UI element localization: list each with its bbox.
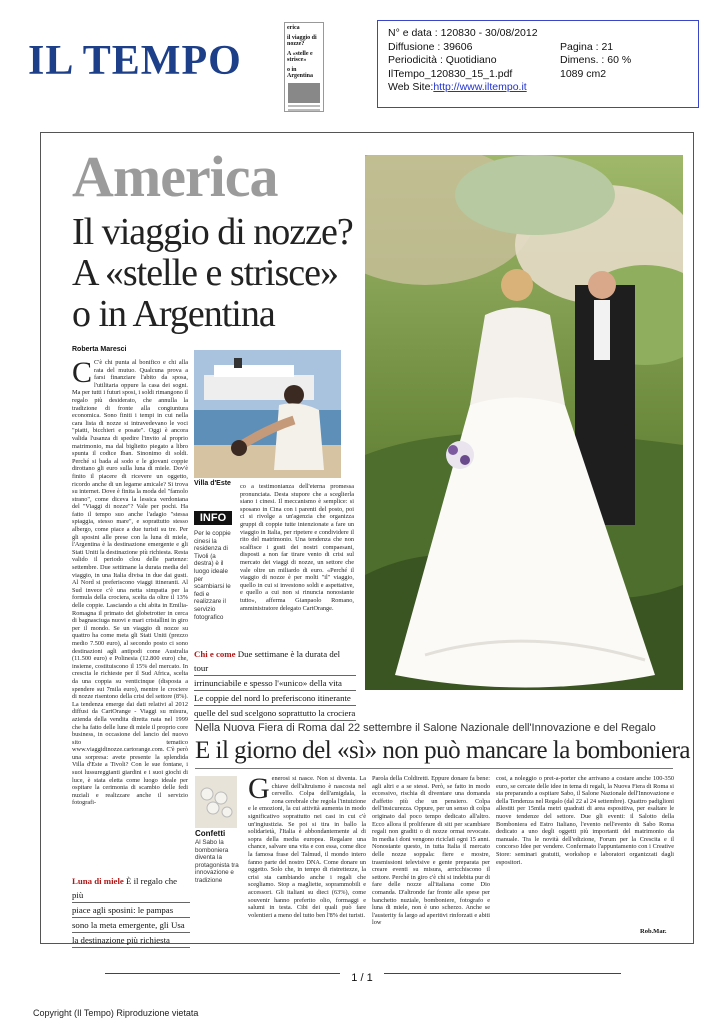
title-line-2: A «stelle e strisce» — [72, 252, 338, 294]
wedding-photo — [365, 155, 683, 690]
confetti-photo — [195, 776, 237, 828]
diffusione-label: Diffusione : 39606 — [388, 40, 473, 53]
sidebar-line-4: quelle del sud scelgono soprattutto la crociera — [194, 706, 356, 721]
date-label: N° e data : 120830 - 30/08/2012 — [388, 27, 538, 39]
sidebar-line-1: Chi e come Due settimane è la durata del tour — [194, 647, 356, 676]
sidebar-quote — [194, 647, 356, 721]
size-label: 1089 cm2 — [560, 67, 607, 80]
small-photo-caption-text: Per le coppie cinesi la residenza di Tivoli (a destra) è il luogo ideale per scambiarsi le fedi e realizzare il servizio fotografico — [194, 530, 231, 621]
periodicita-label: Periodicità : Quotidiano — [388, 54, 497, 66]
page-number: 1 / 1 — [340, 972, 384, 984]
sub-article-column-2: Parola della Coldiretti. Eppure donare fa bene: agli altri e a se stessi. Però, se fatto in modo eccessivo, rischia di diventare una domanda d'affetto più che un pensiero. Colpa dell'insicurezza. Oppure, per un senso di colpa originato dal poco tempo dedicato all'altro. Ecco allora il proliferare di siti per scambiare regali non graditi o di nozze ormai revocate. In media i doni vengono riciclati ogni 15 anni. Nonostante questo, in tutta Italia il mercato delle nozze soppala: fiere e mostre, trasmissioni televisive e gente preparata per creare eventi su misura, arricchiscono il settore. Perché in giro c'è chi si indebita pur di fare delle nozze all'italiana come Dio comanda. D'altronde far fronte alle spese per banchetto nuziale, bomboniere, fotografo e luna di miele, non è uno scherzo. Anche se l'austerity fa largo ad aperitivi rinforzati e abiti low — [372, 775, 490, 927]
sidebar-line-2: irrinunciabile e spesso l'«unico» della vita — [194, 676, 356, 691]
sub-dropcap: G — [248, 775, 270, 805]
sub-article-column-3: cost, a noleggio o pret-a-porter che arrivano a costare anche 100-350 euro, se cercate delle idee in tema di regali, la Nuova Fiera di Roma si sta preparando a ospitare Sabo, il Salone Nazionale dell'Innovazione e della Tendenza nel Regalo (dal 22 al 24 settembre). Quattro padiglioni allestiti per 15mila metri quadrati di area espositiva, per esaltare le nuove tendenze del settore. Due gli eventi: il Salotto della Bomboniera ed Estro Italiano, l'evento nell'evento di Sabo Roma dedicato a uno degli oggetti più importanti del matrimonio da manuale. Tra le novità dell'edizione, Forum per la Crescita e il concorso Idee per vendere. Confermato l'appuntamento con i Creative Store: seminari gratuiti, workshop e laboratori organizzati dagli espositori. — [496, 775, 674, 866]
villa-deste-photo — [194, 350, 341, 478]
sub-article-kicker: Nella Nuova Fiera di Roma dal 22 settembre il Salone Nazionale dell'Innovazione e del Regalo — [195, 722, 656, 734]
sub-article-signature: Rob.Mar. — [640, 928, 667, 935]
dropcap: C — [72, 359, 93, 389]
thumbnail-image — [288, 83, 320, 103]
bottom-sidebar-quote — [72, 874, 190, 948]
thumbnail-text-2: il viaggio di nozze? — [287, 35, 317, 47]
thumbnail-text-3: A «stelle e strisce» — [287, 51, 313, 63]
article-kicker: America — [72, 144, 278, 209]
small-photo-caption — [194, 480, 236, 487]
sub-article-column-1 — [248, 775, 366, 937]
dimens-label: Dimens. : 60 % — [560, 54, 632, 66]
small-photo-caption-spacer — [194, 488, 234, 510]
confetti-caption: Al Sabo la bomboniera diventa la protagonista tra innovazione e tradizione — [195, 839, 239, 884]
confetti-caption-title: Confetti — [195, 829, 226, 838]
page-thumbnail — [284, 22, 324, 112]
article-column-2: co a testimonianza dell'eterna promessa pronunciata. Desta stupore che a sceglierla siano i cinesi. Il meccanismo è semplice: si sposano in Cina con i parenti del posto, poi ci si rivolge a un'agenzia che organizza gruppi di coppie tutte intenzionate a fare un viaggio in Italia, per ripetere e condividere il rito del matrimonio. Una tendenza che non scalfisce i gusti dei nostri compaesani, disposti a non far tirare vento di crisi sul mercato dei viaggi di nozze, un settore che vale oltre un miliardo di euro. «Perché il viaggio di nozze è per molti "il" viaggio, quello in cui si investono soldi e aspettative, e quello a cui non si rinuncia nonostante tutto», afferma Gianpaolo Romano, amministratore delegato CartOrange. — [240, 483, 354, 612]
metadata-box — [377, 20, 699, 108]
info-badge: INFO — [194, 511, 232, 525]
article-column-1 — [72, 359, 188, 837]
bottom-sidebar-line-3: sono la meta emergente, gli Usa — [72, 918, 190, 933]
sidebar-line-3: Le coppie del nord lo preferiscono itinerante — [194, 691, 356, 706]
bottom-sidebar-line-1: Luna di miele È il regalo che più — [72, 874, 190, 903]
article-title — [72, 212, 372, 335]
website-link[interactable]: http://www.iltempo.it — [433, 81, 527, 93]
sub-article-title: E il giorno del «sì» non può mancare la bomboniera — [195, 737, 691, 764]
title-line-3: o in Argentina — [72, 293, 275, 335]
pagina-label: Pagina : 21 — [560, 40, 614, 53]
file-label: IlTempo_120830_15_1.pdf — [388, 67, 513, 80]
bottom-sidebar-line-2: piace agli sposini: le pampas — [72, 903, 190, 918]
website-label: Web Site: — [388, 81, 434, 93]
small-photo-caption-title: Villa d'Este — [194, 480, 231, 487]
copyright-notice: Copyright (Il Tempo) Riproduzione vietata — [33, 1008, 199, 1018]
thumbnail-text-4: o in Argentina — [287, 67, 313, 79]
byline: Roberta Maresci — [72, 346, 127, 353]
article-column-1-text: C'è chi punta al bonifico e chi alla rata del mutuo. Qualcuna prova a farsi finanziare l'abito da sposa, l'utilitaria oppure la casa dei sogni. Ma per tutti i futuri sposi, i soldi rimangono il regalo più desiderato, che annulla la tradizione di fronte alla congiuntura economica. Sono finiti i tempi in cui nella cara lista di nozze si intravedevano le voci "piatti, bicchieri e posate". Oggi è ancora valida l'usanza di spedire l'invito al proprio matrimonio, ma dal biglietto piegato a libro spunta il codice Iban. Sinonimo di soldi. Perché si bada al sodo e le giovani coppie dirottano gli euro sulla luna di miele. Dov'è finito il piacere di ricevere un oggetto, ricordo anche di un legame amicale? Si trova su internet. Dove è finita la moda del "famolo strano", come diceva la lessica verdoniana del "Viaggi di nozze"? Vale per pochi. Ha fatto il tempo suo anche l'adagio "stessa spiaggia, stesso mare", e soprattutto stesso albergo, come piace a due turisti su tre. Per gli sposini alle prese con la luna di miele, l'Argentina è la destinazione emergente e gli Stati Uniti la destinazione più richiesta. Resta valido il periodo clou delle partenze: settembre. Due settimane la durata media del viaggio, in una Italia divisa in due dai gusti. Al Nord si preferiscono viaggi itineranti. Al Sud invece c'è una netta simpatia per la formula della crociera, scelta da oltre il 13% delle coppie. Lasciando a chi abita in Emilia-Romagna il primato dei globetrotter in cerca di bagnasciuga nuovi e mari cristallini in giro per il mondo. Se un viaggio di nozze su quattro ha come meta gli Stati Uniti (prezzo medio 7.500 euro), al secondo posto ci sono destinazioni agli antipodi come Australia (11.500 euro) e Polinesia (12.800 euro) che, insieme, costituiscono il 15% del mercato. In crescita le richieste per il Sud Africa, scelta da una coppia su venticinque (disposta a spendere sui 7mila euro), mentre le crociere di nozze risentono della crisi del settore (8%). La tendenza emerge dai dati relativi al 2012 diffusi da CartOrange - Viaggi su misura, azienda della vendita diretta nata nel 1999 che ha fatto delle lune di miele il proprio core business, in occasione del lancio del nuovo sito tematico www.viaggidinozze.cartorange.com. C'è però una sorpresa: avete presente la splendida Villa d'Este a Tivoli? Con le sue fontane, i suoi lussureggianti giardini e i suoi giochi di luce, è stata eletta come luogo ideale per ospitare la cerimonia di scambio delle fedi nuziali e realizzare anche il servizio fotografi- — [72, 359, 188, 807]
thumbnail-text-1: erica — [287, 25, 300, 31]
bottom-sidebar-line-4: la destinazione più richiesta — [72, 933, 190, 948]
sub-article-column-1-text: enerosi si nasce. Non si diventa. La chiave dell'altruismo è nascosta nel cervello. Colpa dell'amigdala, la zona cerebrale che regola l'intuizione e le emozioni, la cui attività aumenta in modo significativo soprattutto nei casi in cui c'è un'ingiustizia. Se poi si tira in ballo la solidarietà, l'Italia è abbondantemente al di sopra della media europea. Regalare una chance, salvare una vita e con essa, come dice la famosa frase del Talmud, il mondo intero fanno parte del nostro DNA. Come donare un oggetto. Solo che, in tempo di ristrettezze, la crisi sta cambiando anche i regali che scegliamo. Stop a magliette, soprammobili e accessori. Gli italiani su dieci (63%), come souvenir hanno preferito olio, formaggi e salumi in testa. Cibi dei quali può fare volentieri a meno del tutto ben l'8% dei turisti. — [248, 775, 366, 919]
sub-article-divider — [195, 768, 673, 769]
title-line-1: Il viaggio di nozze? — [72, 211, 353, 253]
newspaper-logo: IL TEMPO — [28, 38, 242, 84]
